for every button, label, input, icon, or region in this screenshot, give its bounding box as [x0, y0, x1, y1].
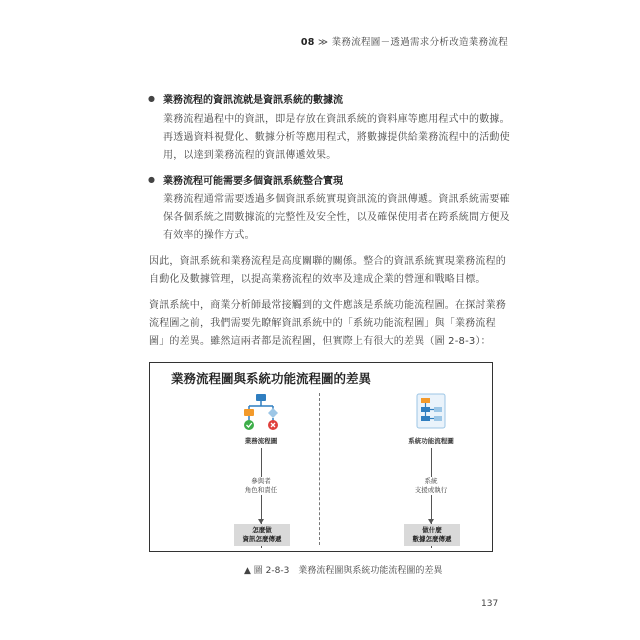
bullet-dot: ●	[148, 94, 155, 103]
what-text: 做什麼	[422, 526, 442, 534]
business-flowchart-label: 業務流程圖	[244, 437, 278, 445]
paragraph-1-line-1: 因此，資訊系統和業務流程是高度關聯的關係。整合的資訊系統實現業務流程的	[149, 256, 506, 267]
how-text: 怎麼做	[252, 526, 272, 534]
paragraph-2-line-3: 圖」的差異。雖然這兩者都是流程圖，但實際上有很大的差異（圖 2-8-3）：	[149, 336, 491, 347]
bullet-1-line-2: 再透過資料視覺化、數據分析等應用程式，將數據提供給業務流程中的活動使	[163, 132, 510, 143]
participants-text: 參與者	[251, 477, 271, 485]
header-separator: ≫	[318, 37, 329, 48]
page-number: 137	[481, 599, 499, 609]
paragraph-1-line-2: 自動化及數據管理，以提高業務流程的效率及達成企業的營運和戰略目標。	[149, 274, 486, 285]
paragraph-2-line-2: 流程圖之前，我們需要先瞭解資訊系統中的「系統功能流程圖」與「業務流程	[149, 318, 496, 329]
figure-caption: ▲ 圖 2-8-3 業務流程圖與系統功能流程圖的差異	[244, 566, 443, 576]
bullet-title-2: 業務流程可能需要多個資訊系統整合實現	[163, 176, 343, 187]
business-flowchart-icon	[242, 393, 280, 431]
system-flowchart-icon	[414, 393, 448, 431]
system-text: 系統	[424, 477, 438, 485]
chapter-title: 業務流程圖－透過需求分析改造業務流程	[331, 37, 508, 48]
bullet-dot: ●	[148, 175, 155, 184]
figure-divider	[319, 393, 320, 545]
bullet-2-line-1: 業務流程通常需要透過多個資訊系統實現資訊流的資訊傳遞。資訊系統需要確	[163, 194, 510, 205]
bullet-2-line-2: 保各個系統之間數據流的完整性及安全性，以及確保使用者在跨系統間方便及	[163, 212, 510, 223]
right-middle-label	[401, 477, 461, 495]
right-result-box	[404, 524, 460, 546]
running-header	[301, 34, 508, 48]
bullet-1-line-3: 用，以達到業務流程的資訊傳遞效果。	[163, 150, 337, 161]
figure-title: 業務流程圖與系統功能流程圖的差異	[171, 371, 372, 386]
system-flowchart-label: 系統功能流程圖	[408, 437, 454, 445]
bullet-2-line-3: 有效率的操作方式。	[163, 230, 255, 241]
roles-text: 角色和責任	[244, 486, 278, 494]
left-middle-label	[231, 477, 291, 495]
paragraph-2-line-1: 資訊系統中，商業分析師最常接觸到的文件應該是系統功能流程圖。在探討業務	[149, 300, 506, 311]
bullet-1-line-1: 業務流程過程中的資訊，即是存放在資訊系統的資料庫等應用程式中的數據。	[163, 114, 510, 125]
left-result-box	[234, 524, 290, 546]
support-text: 支援或執行	[414, 486, 448, 494]
chapter-number: 08	[300, 37, 315, 48]
bullet-title-1: 業務流程的資訊流就是資訊系統的數據流	[163, 95, 343, 106]
info-transfer-text: 資訊怎麼傳遞	[242, 535, 282, 543]
figure-2-8-3	[149, 362, 493, 552]
data-transfer-text: 數據怎麼傳遞	[412, 535, 452, 543]
